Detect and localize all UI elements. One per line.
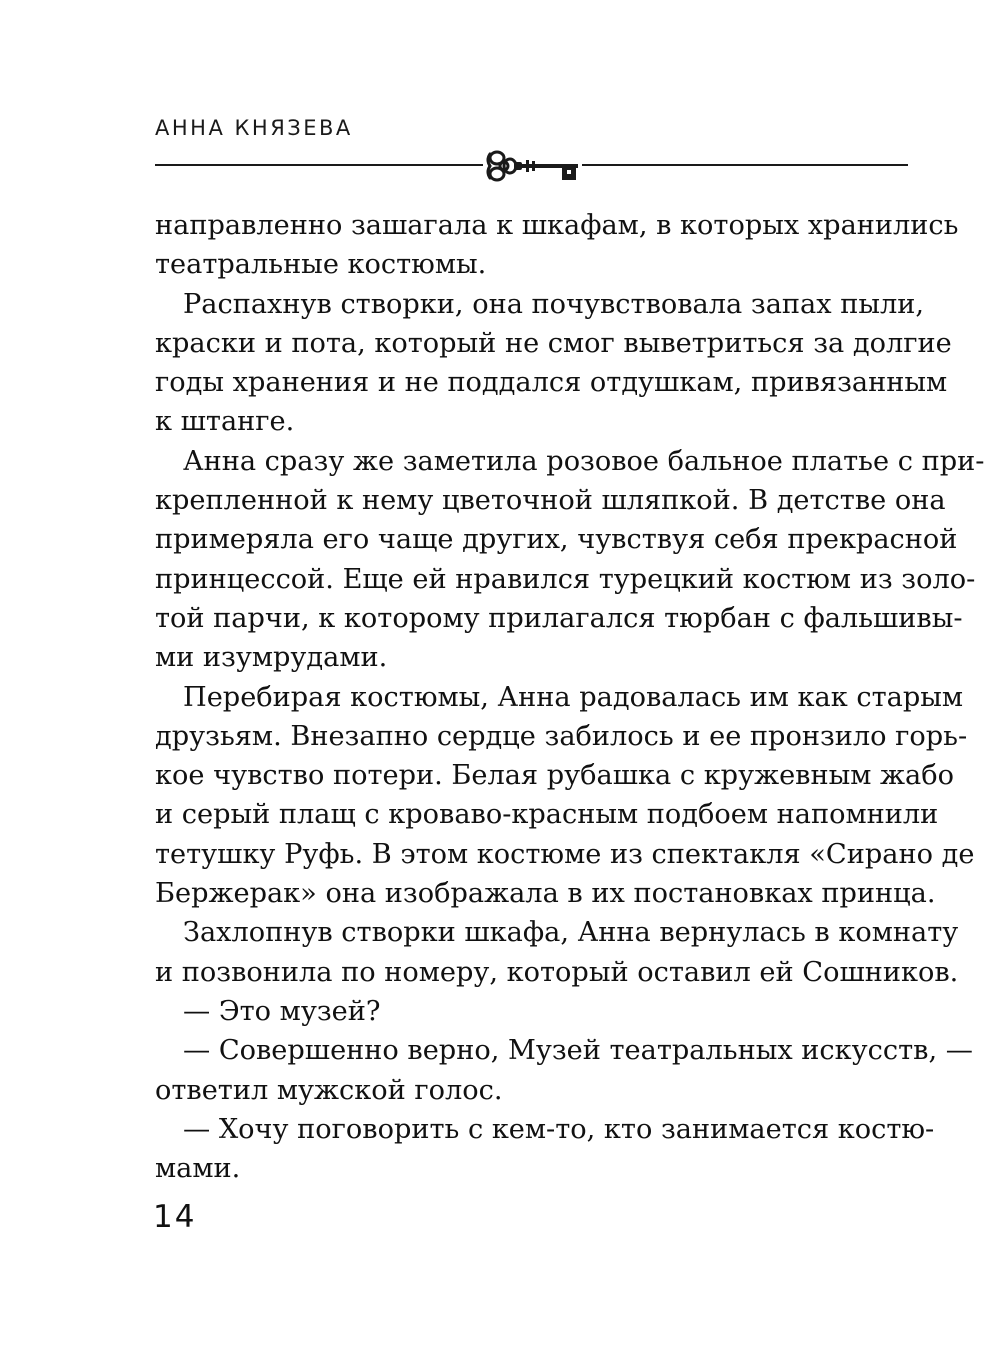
text-line: Бержерак» она изображала в их постановках принца. (155, 878, 936, 910)
text-line: краски и пота, который не смог выветриться за долгие (155, 327, 952, 359)
text-line: мами. (155, 1153, 241, 1185)
text-line: Захлопнув створки шкафа, Анна вернулась в комнату (183, 917, 959, 949)
text-line: крепленной к нему цветочной шляпкой. В детстве она (155, 485, 946, 517)
text-line: и серый плащ с кроваво-красным подбоем напомнили (155, 799, 939, 831)
text-line: — Это музей? (183, 995, 381, 1027)
text-line: годы хранения и не поддался отдушкам, привязанным (155, 367, 948, 399)
text-line: — Совершенно верно, Музей театральных искусств, — (183, 1035, 973, 1067)
text-line: — Хочу поговорить с кем-то, кто занимается костю- (183, 1113, 935, 1145)
text-line: тетушку Руфь. В этом костюме из спектакля «Сирано де (155, 838, 975, 870)
skeleton-key-icon (484, 146, 582, 186)
page-number: 14 (153, 1199, 197, 1235)
text-line: друзьям. Внезапно сердце забилось и ее пронзило горь- (155, 720, 968, 752)
header-rule-left (155, 164, 483, 166)
text-line: принцессой. Еще ей нравился турецкий костюм из золо- (155, 563, 976, 595)
text-line: к штанге. (155, 406, 295, 438)
text-line: той парчи, к которому прилагался тюрбан с фальшивы- (155, 602, 963, 634)
text-line: примеряла его чаще других, чувствуя себя прекрасной (155, 524, 958, 556)
body-text (155, 206, 985, 1188)
text-line: Перебирая костюмы, Анна радовалась им как старым (183, 681, 964, 713)
text-line: кое чувство потери. Белая рубашка с кружевным жабо (155, 760, 954, 792)
text-line: и позвонила по номеру, который оставил ей Сошников. (155, 956, 959, 988)
text-line: Распахнув створки, она почувствовала запах пыли, (183, 288, 925, 320)
text-line: направленно зашагала к шкафам, в которых хранились (155, 210, 959, 241)
text-line: театральные костюмы. (155, 249, 487, 281)
text-line: ответил мужской голос. (155, 1074, 503, 1106)
running-head-author: АННА КНЯЗЕВА (155, 116, 353, 140)
text-line: ми изумрудами. (155, 642, 388, 674)
text-line: Анна сразу же заметила розовое бальное платье с при- (183, 445, 985, 477)
header-rule-right (582, 164, 908, 166)
